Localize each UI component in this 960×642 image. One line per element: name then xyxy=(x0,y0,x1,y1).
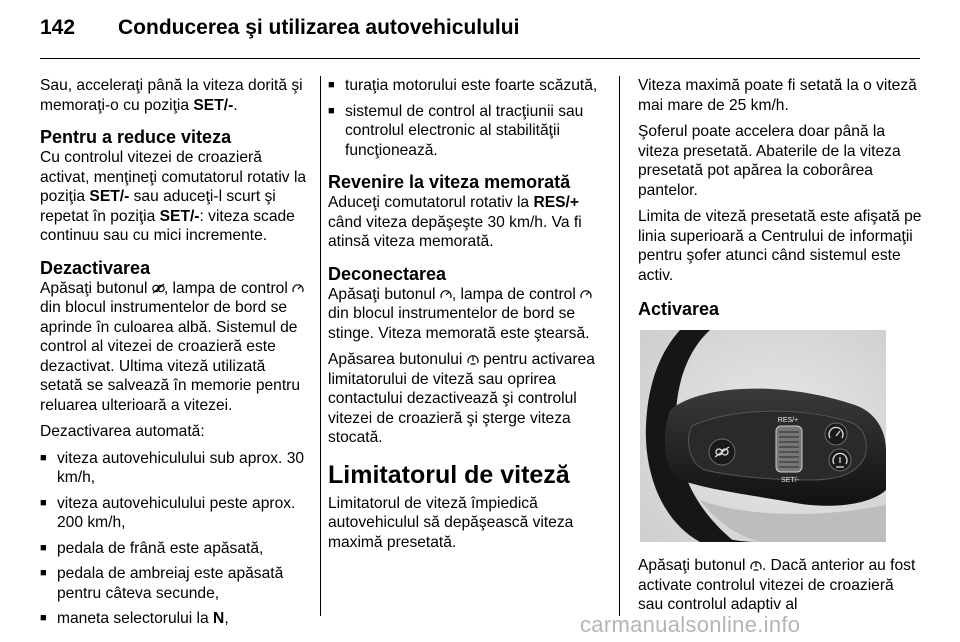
chapter-title: Conducerea şi utilizarea autovehiculului xyxy=(118,16,520,39)
fig-label-res: RES/+ xyxy=(777,417,799,424)
list-item: ■ sistemul de control al tracţiunii sau controlul electronic al stabilităţii funcţionează. xyxy=(328,102,606,161)
column-3 xyxy=(638,76,923,622)
paragraph: Limita de viteză presetată este afişată pe linia superioară a Centrului de informaţii pentru şofer atunci când sistemul este activ. xyxy=(638,208,922,284)
activation-paragraph: Apăsaţi butonul . Dacă anterior au fost activate controlul vitezei de croazieră sau controlul adaptiv al xyxy=(638,557,916,613)
list-item: ■ maneta selectorului la N, xyxy=(40,609,310,629)
intro-paragraph: Sau, acceleraţi până la viteza dorită şi memoraţi-o cu poziţia SET/-. xyxy=(40,77,303,114)
deactivation-paragraph: Apăsaţi butonul , lampa de control din blocul instrumentelor de bord se aprinde în culoarea albă. Sistemul de control al vitezei de croazieră este dezactivat. Ultima viteză utilizată setată se salvează în memorie pentru reluarea ulterioară a vitezei. xyxy=(40,279,310,416)
page-number: 142 xyxy=(40,16,76,39)
heading-reduce-speed: Pentru a reduce viteza xyxy=(40,127,232,147)
steering-wheel-figure xyxy=(640,330,886,542)
speed-limiter-icon xyxy=(467,351,479,362)
speed-limiter-icon xyxy=(750,557,762,568)
heading-activation: Activarea xyxy=(638,299,720,319)
auto-deactivation-label: Dezactivarea automată: xyxy=(40,423,205,440)
watermark: carmanualsonline.info xyxy=(580,612,801,637)
cruise-control-icon xyxy=(440,286,452,297)
page-header xyxy=(40,16,920,60)
column-divider xyxy=(320,76,321,616)
limiter-press-paragraph: Apăsarea butonului pentru activarea limitatorului de viteză sau oprirea contactului dezactivează şi controlul vitezei de croazieră şi şterge viteza stocată. xyxy=(328,351,595,446)
limiter-paragraph: Limitatorul de viteză împiedică autovehiculul să depăşească viteza maximă presetată. xyxy=(328,494,574,551)
heading-disconnect: Deconectarea xyxy=(328,263,447,284)
list-item: ■ pedala de ambreiaj este apăsată pentru câteva secunde, xyxy=(40,564,310,603)
disconnect-paragraph: Apăsaţi butonul , lampa de control din blocul instrumentelor de bord se stinge. Viteza memorată este ştearsă. xyxy=(328,285,606,344)
paragraph: Viteza maximă poate fi setată la o viteză mai mare de 25 km/h. xyxy=(638,77,917,114)
cruise-control-icon xyxy=(292,280,304,291)
list-item: ■ viteza autovehiculului sub aprox. 30 km/h, xyxy=(40,449,310,488)
cruise-control-icon xyxy=(580,286,592,297)
paragraph: Şoferul poate accelera doar până la viteza presetată. Abaterile de la viteza presetată pot apărea la coborârea pantelor. xyxy=(638,123,901,199)
steering-wheel-illustration xyxy=(640,330,886,542)
header-rule xyxy=(40,58,920,59)
resume-paragraph: Aduceţi comutatorul rotativ la RES/+ când viteza depăşeşte 30 km/h. Va fi atinsă viteza memorată. xyxy=(328,194,582,250)
column-2 xyxy=(328,76,606,559)
heading-deactivation: Dezactivarea xyxy=(40,257,151,278)
list-item: ■ turaţia motorului este foarte scăzută, xyxy=(328,76,606,96)
heading-resume-speed: Revenire la viteza memorată xyxy=(328,172,571,192)
column-1 xyxy=(40,76,310,635)
section-title-limiter: Limitatorul de viteză xyxy=(328,460,570,489)
reduce-paragraph: Cu controlul vitezei de croazieră activat, menţineţi comutatorul rotativ la poziţia SET/- sau aduceţi-l scurt şi repetat în poziţia SET/-: viteza scade continuu sau cu mici incremente. xyxy=(40,149,307,244)
fig-label-set: SET/- xyxy=(781,477,799,484)
cruise-cancel-icon xyxy=(152,280,164,291)
list-item: ■ pedala de frână este apăsată, xyxy=(40,539,310,559)
column-divider xyxy=(619,76,620,616)
list-item: ■ viteza autovehiculului peste aprox. 200 km/h, xyxy=(40,494,310,533)
